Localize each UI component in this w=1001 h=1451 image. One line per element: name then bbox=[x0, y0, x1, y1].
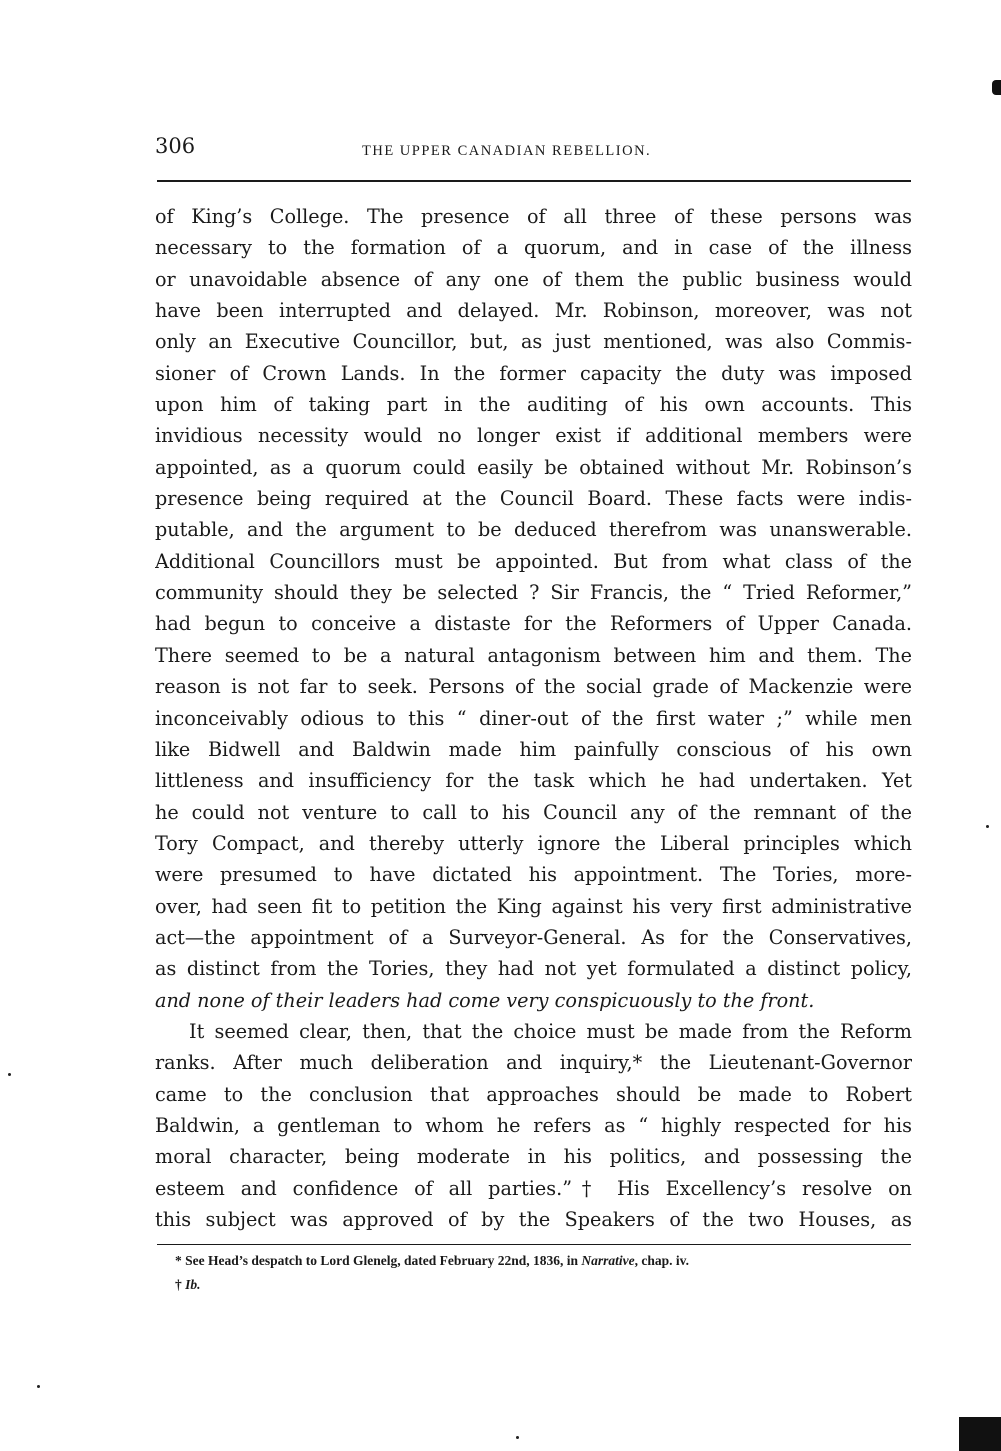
text-line: and none of their leaders had come very conspicuously to the front. bbox=[155, 988, 815, 1012]
running-title: THE UPPER CANADIAN REBELLION. bbox=[362, 143, 652, 159]
text-line: necessary to the formation of a quorum, and in case of the illness bbox=[155, 236, 912, 260]
text-line: community should they be selected ? Sir Francis, the “ Tried Reformer,” bbox=[155, 581, 912, 605]
text-line: appointed, as a quorum could easily be obtained without Mr. Robinson’s bbox=[155, 455, 912, 479]
text-line: sioner of Crown Lands. In the former capacity the duty was imposed bbox=[155, 361, 912, 385]
body-text bbox=[155, 201, 912, 1235]
text-line: had begun to conceive a distaste for the Reformers of Upper Canada. bbox=[155, 612, 912, 636]
text-line: as distinct from the Tories, they had not yet formulated a distinct policy, bbox=[155, 957, 912, 981]
text-line: have been interrupted and delayed. Mr. Robinson, moreover, was not bbox=[155, 299, 912, 323]
text-line: over, had seen fit to petition the King against his very first administrative bbox=[155, 894, 912, 918]
scan-speck bbox=[516, 1436, 519, 1439]
scan-speck bbox=[37, 1385, 40, 1388]
footnote-1-italic: Narrative bbox=[581, 1253, 635, 1268]
text-line: invidious necessity would no longer exist if additional members were bbox=[155, 424, 912, 448]
text-line: reason is not far to seek. Persons of the social grade of Mackenzie were bbox=[155, 675, 912, 699]
text-line: moral character, being moderate in his politics, and possessing the bbox=[155, 1145, 912, 1169]
text-line: this subject was approved of by the Speakers of the two Houses, as bbox=[155, 1208, 912, 1231]
text-line: presence being required at the Council Board. These facts were indis- bbox=[155, 487, 912, 511]
scan-mark-top bbox=[992, 80, 1001, 95]
footnote-2-italic: Ib. bbox=[185, 1277, 201, 1292]
scan-speck bbox=[8, 1073, 11, 1076]
footnote-2-mark: † bbox=[175, 1277, 186, 1292]
scan-speck bbox=[986, 825, 989, 828]
text-line: he could not venture to call to his Council any of the remnant of the bbox=[155, 800, 912, 824]
text-line: Baldwin, a gentleman to whom he refers as “ highly respected for his bbox=[155, 1113, 912, 1137]
header-rule bbox=[157, 180, 911, 182]
text-line: Additional Councillors must be appointed. But from what class of the bbox=[155, 549, 912, 573]
text-line: ranks. After much deliberation and inquiry,* the Lieutenant-Governor bbox=[155, 1051, 912, 1075]
text-line: of King’s College. The presence of all three of these persons was bbox=[155, 205, 912, 228]
text-line: or unavoidable absence of any one of them the public business would bbox=[155, 267, 912, 291]
text-line: It seemed clear, then, that the choice must be made from the Reform bbox=[189, 1019, 912, 1043]
text-line: inconceivably odious to this “ diner-out of the first water ;” while men bbox=[155, 706, 912, 730]
text-line: putable, and the argument to be deduced therefrom was unanswerable. bbox=[155, 518, 912, 542]
footnote-rule bbox=[157, 1244, 911, 1245]
text-line: littleness and insufficiency for the task which he had undertaken. Yet bbox=[155, 769, 912, 793]
text-line: only an Executive Councillor, but, as just mentioned, was also Commis- bbox=[155, 330, 912, 354]
scan-mark-bottom bbox=[959, 1417, 1001, 1451]
footnote-1-suffix: , chap. iv. bbox=[634, 1253, 690, 1268]
text-line: act—the appointment of a Surveyor-General. As for the Conservatives, bbox=[155, 925, 912, 949]
text-line: There seemed to be a natural antagonism between him and them. The bbox=[155, 643, 912, 667]
footnote-1 bbox=[175, 1253, 689, 1269]
text-line: upon him of taking part in the auditing of his own accounts. This bbox=[155, 393, 912, 417]
text-line: Tory Compact, and thereby utterly ignore the Liberal principles which bbox=[155, 831, 912, 855]
footnote-1-text: * See Head’s despatch to Lord Glenelg, dated February 22nd, 1836, in bbox=[175, 1253, 582, 1268]
footnote-2 bbox=[175, 1277, 201, 1293]
text-line: were presumed to have dictated his appointment. The Tories, more- bbox=[155, 863, 912, 887]
text-line: esteem and confidence of all parties.”† His Excellency’s resolve on bbox=[155, 1176, 912, 1200]
page-number: 306 bbox=[155, 134, 196, 158]
text-line: came to the conclusion that approaches should be made to Robert bbox=[155, 1082, 912, 1106]
text-line: like Bidwell and Baldwin made him painfully conscious of his own bbox=[155, 737, 912, 761]
